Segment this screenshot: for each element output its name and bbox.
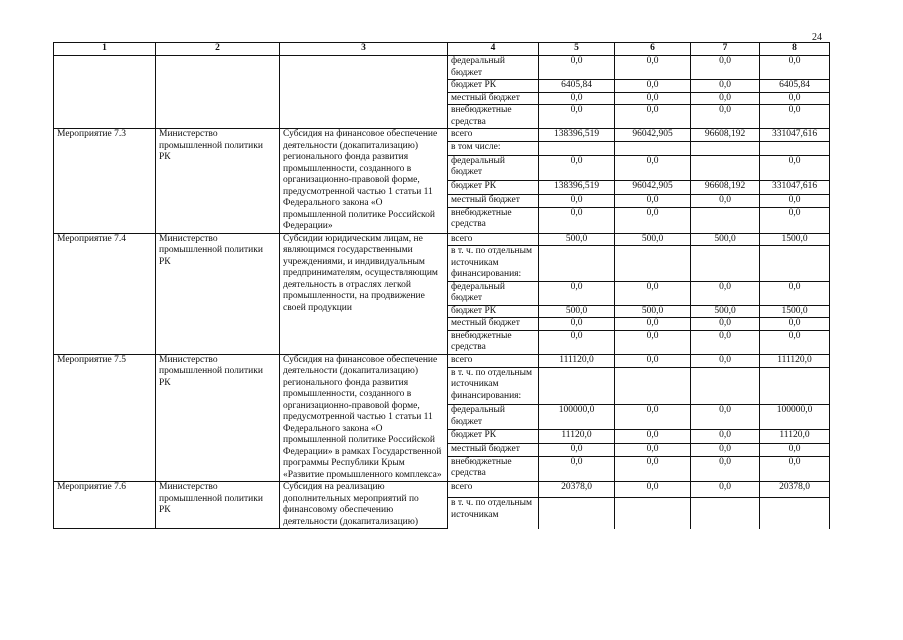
- amount-cell-v8: [760, 142, 830, 155]
- amount-cell-v6: 0,0: [615, 281, 691, 305]
- activity-description: Субсидия на финансовое обеспечение деятельности (докапитализацию) регионального фонда развития промышленности, созданного в организационно-правовой форме, предусмотренной частью 1 статьи 11 Федерального закона «О промышленной политике Российской Федерации»: [280, 129, 448, 234]
- amount-cell-v5: 0,0: [539, 194, 615, 207]
- column-number-1: 1: [54, 43, 156, 56]
- amount-cell-v8: 0,0: [760, 281, 830, 305]
- table-row: [54, 233, 830, 246]
- amount-cell-v8: 0,0: [760, 155, 830, 181]
- amount-cell-v5: 500,0: [539, 305, 615, 318]
- amount-cell-v6: [615, 246, 691, 282]
- amount-cell-v5: 111120,0: [539, 354, 615, 367]
- amount-cell-v6: 96042,905: [615, 129, 691, 142]
- amount-cell-v6: 500,0: [615, 305, 691, 318]
- amount-cell-v8: 20378,0: [760, 482, 830, 498]
- amount-cell-v7: 96608,192: [691, 181, 760, 194]
- funding-source-label: внебюджетные средства: [448, 330, 539, 354]
- activity-name: Мероприятие 7.6: [54, 482, 156, 529]
- funding-source-label: в том числе:: [448, 142, 539, 155]
- amount-cell-v7: [691, 155, 760, 181]
- amount-cell-v7: [691, 142, 760, 155]
- funding-source-label: федеральный бюджет: [448, 281, 539, 305]
- amount-cell-v8: 0,0: [760, 92, 830, 105]
- amount-cell-v5: 0,0: [539, 443, 615, 456]
- amount-cell-v5: 0,0: [539, 330, 615, 354]
- funding-source-label: федеральный бюджет: [448, 405, 539, 430]
- amount-cell-v8: 0,0: [760, 194, 830, 207]
- amount-cell-v7: 500,0: [691, 305, 760, 318]
- continuation-executor-cell: [156, 56, 280, 129]
- amount-cell-v5: 6405,84: [539, 80, 615, 93]
- funding-source-label: всего: [448, 354, 539, 367]
- amount-cell-v6: [615, 367, 691, 404]
- amount-cell-v8: 331047,616: [760, 181, 830, 194]
- amount-cell-v6: 0,0: [615, 155, 691, 181]
- amount-cell-v7: 0,0: [691, 354, 760, 367]
- funding-source-label: местный бюджет: [448, 443, 539, 456]
- amount-cell-v8: 0,0: [760, 318, 830, 331]
- amount-cell-v7: 0,0: [691, 443, 760, 456]
- amount-cell-v7: 0,0: [691, 92, 760, 105]
- funding-source-label: федеральный бюджет: [448, 56, 539, 80]
- executor-name: Министерство промышленной политики РК: [156, 233, 280, 354]
- activity-description: Субсидия на финансовое обеспечение деятельности (докапитализацию) регионального фонда развития промышленности, созданного в организационно-правовой форме, предусмотренной частью 1 статьи 11 Федерального закона «О промышленной политике Российской Федерации» в рамках Государственной программы Республики Крым «Развитие промышленного комплекса»: [280, 354, 448, 482]
- funding-source-label: внебюджетные средства: [448, 456, 539, 481]
- funding-source-label: местный бюджет: [448, 92, 539, 105]
- amount-cell-v5: [539, 246, 615, 282]
- amount-cell-v6: [615, 498, 691, 529]
- funding-source-label: бюджет РК: [448, 80, 539, 93]
- amount-cell-v6: 0,0: [615, 105, 691, 129]
- funding-source-label: местный бюджет: [448, 194, 539, 207]
- amount-cell-v8: 0,0: [760, 456, 830, 481]
- amount-cell-v6: 0,0: [615, 354, 691, 367]
- funding-source-label: федеральный бюджет: [448, 155, 539, 181]
- table-body: [54, 56, 830, 529]
- amount-cell-v6: 0,0: [615, 330, 691, 354]
- funding-source-label: бюджет РК: [448, 430, 539, 443]
- amount-cell-v5: 500,0: [539, 233, 615, 246]
- amount-cell-v8: 6405,84: [760, 80, 830, 93]
- funding-source-label: всего: [448, 129, 539, 142]
- page-number: 24: [812, 32, 822, 43]
- amount-cell-v7: 0,0: [691, 318, 760, 331]
- amount-cell-v5: [539, 498, 615, 529]
- executor-name: Министерство промышленной политики РК: [156, 354, 280, 482]
- activity-description: Субсидии юридическим лицам, не являющимся государственными учреждениями, и индивидуальным предпринимателям, осуществляющим деятельность в отраслях легкой промышленности, на продвижение своей продукции: [280, 233, 448, 354]
- amount-cell-v8: 1500,0: [760, 233, 830, 246]
- continuation-description-cell: [280, 56, 448, 129]
- amount-cell-v8: 0,0: [760, 330, 830, 354]
- amount-cell-v6: 0,0: [615, 207, 691, 233]
- amount-cell-v5: 0,0: [539, 281, 615, 305]
- amount-cell-v5: 20378,0: [539, 482, 615, 498]
- amount-cell-v6: 0,0: [615, 318, 691, 331]
- funding-source-label: внебюджетные средства: [448, 105, 539, 129]
- column-number-7: 7: [691, 43, 760, 56]
- amount-cell-v5: 138396,519: [539, 181, 615, 194]
- amount-cell-v5: 0,0: [539, 456, 615, 481]
- amount-cell-v5: 0,0: [539, 92, 615, 105]
- amount-cell-v7: 0,0: [691, 430, 760, 443]
- activity-name: Мероприятие 7.3: [54, 129, 156, 234]
- amount-cell-v7: [691, 246, 760, 282]
- table-row: [54, 129, 830, 142]
- activity-name: Мероприятие 7.4: [54, 233, 156, 354]
- funding-source-label: бюджет РК: [448, 305, 539, 318]
- amount-cell-v6: 0,0: [615, 405, 691, 430]
- amount-cell-v7: 0,0: [691, 482, 760, 498]
- amount-cell-v5: 0,0: [539, 318, 615, 331]
- column-number-6: 6: [615, 43, 691, 56]
- amount-cell-v7: 0,0: [691, 105, 760, 129]
- amount-cell-v6: 0,0: [615, 92, 691, 105]
- amount-cell-v8: 0,0: [760, 56, 830, 80]
- funding-source-label: в т. ч. по отдельным источникам финансирования:: [448, 246, 539, 282]
- funding-source-label: в т. ч. по отдельным источникам финансирования:: [448, 367, 539, 404]
- amount-cell-v7: [691, 498, 760, 529]
- amount-cell-v7: 96608,192: [691, 129, 760, 142]
- amount-cell-v7: 0,0: [691, 405, 760, 430]
- table-row: [54, 56, 830, 80]
- amount-cell-v5: 0,0: [539, 56, 615, 80]
- funding-source-label: бюджет РК: [448, 181, 539, 194]
- amount-cell-v6: 0,0: [615, 482, 691, 498]
- executor-name: Министерство промышленной политики РК: [156, 482, 280, 529]
- amount-cell-v8: [760, 367, 830, 404]
- activity-description: Субсидия на реализацию дополнительных мероприятий по финансовому обеспечению деятельности (докапитализацию): [280, 482, 448, 529]
- amount-cell-v7: 0,0: [691, 330, 760, 354]
- amount-cell-v5: [539, 142, 615, 155]
- table-row: [54, 482, 830, 498]
- funding-source-label: всего: [448, 482, 539, 498]
- amount-cell-v7: 0,0: [691, 56, 760, 80]
- amount-cell-v5: 11120,0: [539, 430, 615, 443]
- amount-cell-v6: 0,0: [615, 443, 691, 456]
- budget-table: [53, 42, 830, 529]
- amount-cell-v5: 0,0: [539, 207, 615, 233]
- amount-cell-v8: 0,0: [760, 443, 830, 456]
- amount-cell-v5: 138396,519: [539, 129, 615, 142]
- funding-source-label: внебюджетные средства: [448, 207, 539, 233]
- activity-name: Мероприятие 7.5: [54, 354, 156, 482]
- column-number-3: 3: [280, 43, 448, 56]
- column-number-2: 2: [156, 43, 280, 56]
- amount-cell-v7: 0,0: [691, 80, 760, 93]
- amount-cell-v7: 0,0: [691, 456, 760, 481]
- amount-cell-v8: [760, 246, 830, 282]
- amount-cell-v8: 1500,0: [760, 305, 830, 318]
- funding-source-label: в т. ч. по отдельным источникам: [448, 498, 539, 529]
- amount-cell-v8: 11120,0: [760, 430, 830, 443]
- table-row: [54, 354, 830, 367]
- amount-cell-v6: 0,0: [615, 56, 691, 80]
- amount-cell-v8: 100000,0: [760, 405, 830, 430]
- column-number-5: 5: [539, 43, 615, 56]
- amount-cell-v6: 0,0: [615, 430, 691, 443]
- amount-cell-v6: 0,0: [615, 80, 691, 93]
- amount-cell-v8: 0,0: [760, 105, 830, 129]
- amount-cell-v5: 100000,0: [539, 405, 615, 430]
- amount-cell-v8: 0,0: [760, 207, 830, 233]
- amount-cell-v5: 0,0: [539, 155, 615, 181]
- amount-cell-v7: 0,0: [691, 194, 760, 207]
- amount-cell-v7: [691, 367, 760, 404]
- amount-cell-v8: 331047,616: [760, 129, 830, 142]
- column-number-8: 8: [760, 43, 830, 56]
- executor-name: Министерство промышленной политики РК: [156, 129, 280, 234]
- funding-source-label: местный бюджет: [448, 318, 539, 331]
- amount-cell-v6: 500,0: [615, 233, 691, 246]
- amount-cell-v8: [760, 498, 830, 529]
- amount-cell-v7: [691, 207, 760, 233]
- amount-cell-v5: [539, 367, 615, 404]
- amount-cell-v6: 96042,905: [615, 181, 691, 194]
- amount-cell-v7: 0,0: [691, 281, 760, 305]
- amount-cell-v6: 0,0: [615, 456, 691, 481]
- amount-cell-v8: 111120,0: [760, 354, 830, 367]
- continuation-activity-cell: [54, 56, 156, 129]
- column-number-row: [54, 43, 830, 56]
- funding-source-label: всего: [448, 233, 539, 246]
- amount-cell-v5: 0,0: [539, 105, 615, 129]
- amount-cell-v6: 0,0: [615, 194, 691, 207]
- amount-cell-v6: [615, 142, 691, 155]
- amount-cell-v7: 500,0: [691, 233, 760, 246]
- column-number-4: 4: [448, 43, 539, 56]
